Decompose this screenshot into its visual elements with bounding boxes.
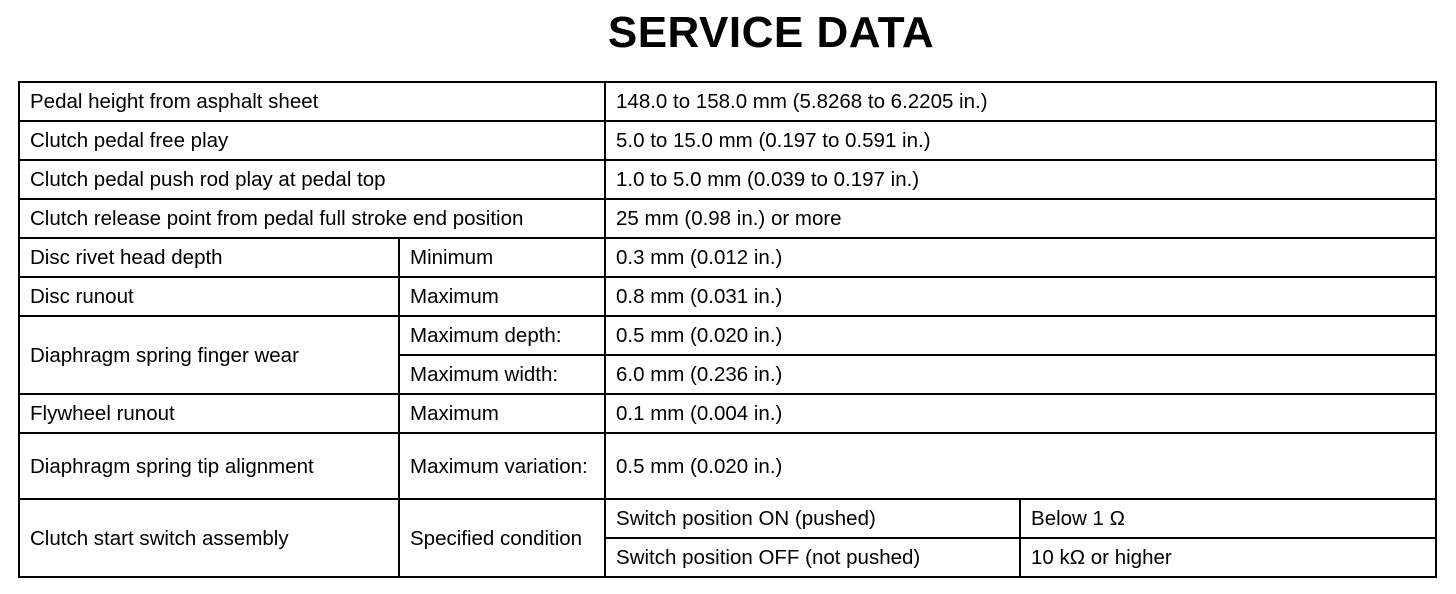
table-row (19, 82, 1436, 121)
service-data-table (18, 81, 1437, 578)
spec-value: 0.8 mm (0.031 in.) (605, 277, 1436, 316)
item-label: Disc runout (19, 277, 399, 316)
table-row (19, 277, 1436, 316)
spec-value: 10 kΩ or higher (1020, 538, 1436, 577)
condition-label: Maximum (399, 394, 605, 433)
condition-label: Minimum (399, 238, 605, 277)
condition-label: Maximum (399, 277, 605, 316)
table-row (19, 199, 1436, 238)
item-label: Diaphragm spring tip alignment (19, 433, 399, 499)
table-row (19, 121, 1436, 160)
condition-label: Maximum width: (399, 355, 605, 394)
item-label: Clutch start switch assembly (19, 499, 399, 577)
item-label: Clutch pedal free play (19, 121, 605, 160)
spec-value: 6.0 mm (0.236 in.) (605, 355, 1436, 394)
table-row (19, 499, 1436, 538)
item-label: Pedal height from asphalt sheet (19, 82, 605, 121)
switch-position-label: Switch position OFF (not pushed) (605, 538, 1020, 577)
spec-value: 0.3 mm (0.012 in.) (605, 238, 1436, 277)
item-label: Flywheel runout (19, 394, 399, 433)
condition-label: Specified condition (399, 499, 605, 577)
switch-position-label: Switch position ON (pushed) (605, 499, 1020, 538)
condition-label: Maximum variation: (399, 433, 605, 499)
spec-value: 148.0 to 158.0 mm (5.8268 to 6.2205 in.) (605, 82, 1436, 121)
spec-value: 1.0 to 5.0 mm (0.039 to 0.197 in.) (605, 160, 1436, 199)
spec-value: 5.0 to 15.0 mm (0.197 to 0.591 in.) (605, 121, 1436, 160)
spec-value: 25 mm (0.98 in.) or more (605, 199, 1436, 238)
table-row (19, 316, 1436, 355)
item-label: Clutch pedal push rod play at pedal top (19, 160, 605, 199)
item-label: Disc rivet head depth (19, 238, 399, 277)
condition-label: Maximum depth: (399, 316, 605, 355)
spec-value: 0.5 mm (0.020 in.) (605, 316, 1436, 355)
table-row (19, 160, 1436, 199)
spec-value: 0.5 mm (0.020 in.) (605, 433, 1436, 499)
page-title: SERVICE DATA (607, 8, 935, 57)
table-row (19, 238, 1436, 277)
spec-value: Below 1 Ω (1020, 499, 1436, 538)
spec-value: 0.1 mm (0.004 in.) (605, 394, 1436, 433)
item-label: Diaphragm spring finger wear (19, 316, 399, 394)
item-label: Clutch release point from pedal full stroke end position (19, 199, 605, 238)
table-row (19, 433, 1436, 499)
table-row (19, 394, 1436, 433)
